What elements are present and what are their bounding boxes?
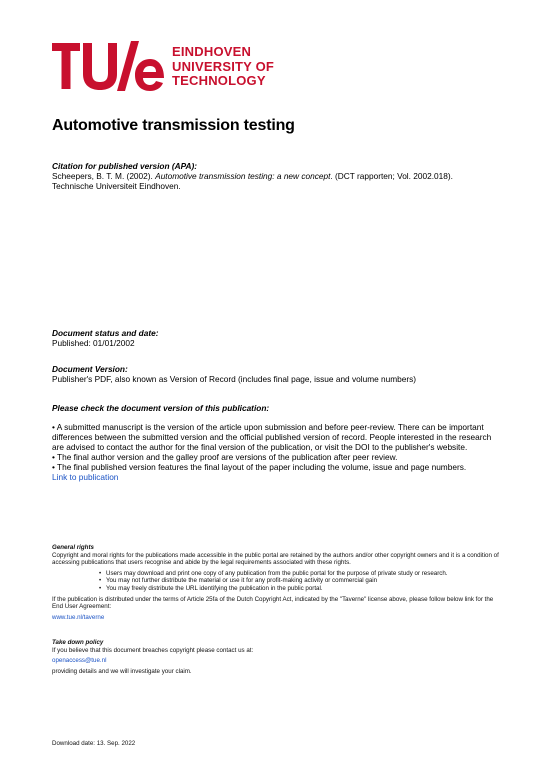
- rights-text: Copyright and moral rights for the publications made accessible in the public portal are retained by the authors and/or other copyright owners and it is a condition of accessing publications that users recognise and abide by the legal requirements associated with these rights.: [52, 551, 499, 567]
- download-date: Download date: 13. Sep. 2022: [52, 740, 136, 747]
- version-heading: Document Version:: [52, 364, 128, 374]
- logo-line-3: TECHNOLOGY: [172, 73, 266, 89]
- document-title: Automotive transmission testing: [52, 117, 295, 134]
- status-heading: Document status and date:: [52, 328, 159, 338]
- logo-line-2: UNIVERSITY OF: [172, 58, 275, 74]
- citation-heading: Citation for published version (APA):: [52, 161, 198, 171]
- citation-title: Automotive transmission testing: a new concept: [155, 171, 331, 181]
- citation-publisher: Technische Universiteit Eindhoven.: [52, 181, 181, 191]
- rights-list: [52, 570, 504, 593]
- status-section: [52, 328, 502, 348]
- rights-item-no-distribution: • You may not further distribute the material or use it for any profit-making activity or commercial gain: [106, 577, 504, 585]
- university-name: [172, 45, 274, 89]
- check-bullet-author-version: • The final author version and the galley proof are versions of the publication after peer review.: [52, 452, 398, 463]
- taverne-link[interactable]: www.tue.nl/taverne: [52, 613, 105, 621]
- check-section: [52, 403, 502, 483]
- takedown-text: If you believe that this document breaches copyright please contact us at:: [52, 646, 254, 654]
- check-bullet-submitted: • A submitted manuscript is the version of the article upon submission and before peer-review. There can be important differences between the submitted version and the official published version of record. People interested in the research are advised to contact the author for the final version of the publication, or visit the DOI to the publisher's website.: [52, 422, 492, 453]
- citation-text: [52, 171, 502, 181]
- version-section: [52, 364, 502, 384]
- version-text: Publisher's PDF, also known as Version of Record (includes final page, issue and volume numbers): [52, 374, 417, 384]
- citation-series: . (DCT rapporten; Vol. 2002.018).: [330, 171, 453, 181]
- taverne-text: If the publication is distributed under the terms of Article 25fa of the Dutch Copyright Act, indicated by the "Taverne" license above, please follow below link for the End User Agreement:: [52, 595, 494, 611]
- takedown-section: [52, 639, 504, 675]
- citation-section: [52, 161, 502, 191]
- takedown-heading: Take down policy: [52, 639, 104, 646]
- citation-authors: Scheepers, B. T. M. (2002).: [52, 171, 153, 181]
- check-bullet-published-version: • The final published version features the final layout of the paper including the volume, issue and page numbers.: [52, 462, 467, 473]
- rights-heading: General rights: [52, 544, 94, 551]
- tue-logo: [52, 41, 282, 91]
- tue-logo-mark-icon: [52, 41, 164, 91]
- rights-item-url: • You may freely distribute the URL identifying the publication in the public portal.: [106, 585, 504, 593]
- publication-link[interactable]: Link to publication: [52, 472, 119, 483]
- rights-item-download: • Users may download and print one copy of any publication from the public portal for the purpose of private study or research.: [106, 570, 504, 578]
- takedown-closing: providing details and we will investigate your claim.: [52, 667, 192, 675]
- status-text: Published: 01/01/2002: [52, 338, 135, 348]
- check-heading: Please check the document version of this publication:: [52, 403, 270, 413]
- logo-line-1: EINDHOVEN: [172, 44, 252, 59]
- rights-section: [52, 544, 504, 621]
- takedown-email-link[interactable]: openaccess@tue.nl: [52, 657, 107, 665]
- check-body: [52, 422, 502, 483]
